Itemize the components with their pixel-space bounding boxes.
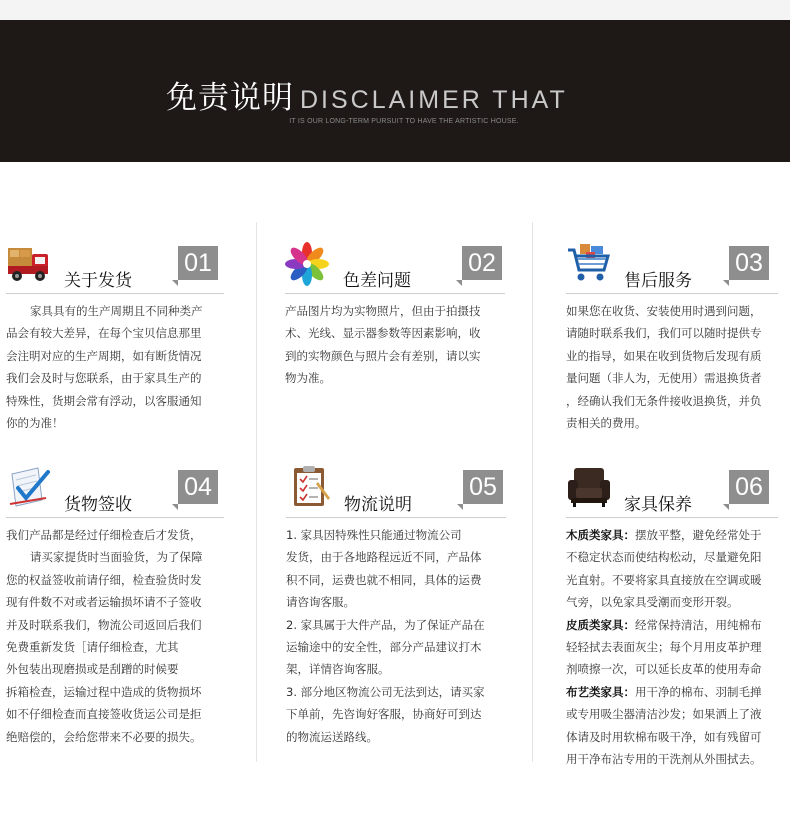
- card-number-badge: 01: [178, 246, 218, 280]
- banner-title-cn: 免责说明: [166, 80, 294, 116]
- card-body-line: 请买家提货时当面验货，为了保障: [30, 550, 203, 565]
- banner-subtitle: IT IS OUR LONG-TERM PURSUIT TO HAVE THE ARTISTIC HOUSE.: [289, 118, 519, 125]
- card-body-line: 拆箱检查，运输过程中造成的货物损坏: [6, 684, 202, 699]
- card-body: [285, 300, 481, 390]
- card-body-line: 轻轻拭去表面灰尘；每个月用皮革护理: [566, 640, 762, 655]
- card-body: [286, 524, 485, 748]
- card-heading: 色差问题: [343, 271, 411, 291]
- care-text: 经常保持清洁，用纯棉布: [635, 617, 762, 632]
- card-body-line: 家具具有的生产周期且不同种类产: [30, 304, 203, 318]
- card-body-line: 责相关的费用。: [566, 416, 647, 431]
- card-body-line: 外包装出现磨损或是刮蹭的时候要: [6, 662, 179, 677]
- card-body-line: 发货，由于各地路程远近不同，产品体: [286, 550, 482, 565]
- card-number-badge: 03: [729, 246, 769, 280]
- card-number-badge: 02: [462, 246, 502, 280]
- card-body-line: 请随时联系我们，我们可以随时提供专: [566, 326, 762, 341]
- card-body-line: 我们会及时与您联系，由于家具生产的: [6, 371, 202, 386]
- card-body-line: 产品图片均为实物照片，但由于拍摄技: [285, 304, 481, 318]
- card-body-line: 你的为准！: [6, 416, 64, 431]
- card-heading: 售后服务: [624, 271, 692, 291]
- care-text: 用干净的棉布、羽制毛掸: [635, 684, 762, 699]
- card-divider: [6, 293, 224, 294]
- card-divider: [6, 517, 224, 518]
- card-body-line: 积不同，运费也就不相同，具体的运费: [286, 572, 482, 587]
- card-body-line: 绝赔偿的，会给您带来不必要的损失。: [6, 729, 202, 744]
- checklist-icon: [6, 464, 52, 510]
- card-body-line: 气旁，以免家具受潮而变形开裂。: [566, 595, 739, 610]
- card-body-line: 运输途中的安全性，部分产品建议打木: [286, 640, 482, 655]
- card-divider: [286, 517, 506, 518]
- card-body-line: 架，详情咨询客服。: [286, 662, 390, 677]
- card-divider: [566, 517, 778, 518]
- armchair-icon: [566, 464, 612, 510]
- card-body-line: 2. 家具属于大件产品，为了保证产品在: [286, 617, 485, 632]
- card-body: [6, 300, 203, 434]
- care-category-label: 皮质类家具：: [566, 617, 635, 632]
- card-body-line: 您的权益签收前请仔细，检查验货时发: [6, 572, 202, 587]
- top-strip: [0, 0, 790, 20]
- clipboard-icon: [288, 464, 334, 510]
- card-body-line: 现有件数不对或者运输损坏请不子签收: [6, 595, 202, 610]
- card-number-badge: 05: [463, 470, 503, 504]
- card-body-line: 请咨询客服。: [286, 595, 355, 610]
- card-body-line: [566, 681, 762, 703]
- care-category-label: 布艺类家具：: [566, 684, 635, 699]
- banner-gap: [0, 162, 790, 222]
- card-body-line: 业的指导，如果在收到货物后发现有质: [566, 348, 762, 363]
- card-divider: [285, 293, 505, 294]
- card-body: [566, 300, 762, 434]
- card-body-line: [566, 614, 762, 636]
- card-body-line: 量问题（非人为，无使用）需退换货者: [566, 371, 762, 386]
- header-banner: [0, 20, 790, 162]
- card-heading: 货物签收: [64, 495, 132, 515]
- card-body-line: 下单前，先咨询好客服，协商好可到达: [286, 707, 482, 722]
- card-heading: 关于发货: [64, 271, 132, 291]
- card-body-line: 剂喷擦一次，可以延长皮革的使用寿命: [566, 662, 762, 677]
- card-body-line: 不稳定状态而使结构松动，尽量避免阳: [566, 550, 762, 565]
- card-body-line: 用干净布沾专用的干洗剂从外围拭去。: [566, 752, 762, 767]
- color-wheel-icon: [285, 240, 331, 286]
- banner-title-en: DISCLAIMER THAT: [300, 86, 568, 114]
- card-body-line: 免费重新发货［请仔细检查，尤其: [6, 640, 179, 655]
- card-heading: 家具保养: [624, 495, 692, 515]
- card-body-line: 我们产品都是经过仔细检查后才发货，: [6, 528, 202, 542]
- card-body-line: 会注明对应的生产周期，如有断货情况: [6, 348, 202, 363]
- card-body-line: 特殊性，货期会常有浮动，以客服通知: [6, 393, 202, 408]
- card-body-line: [566, 524, 762, 546]
- column-separator: [256, 222, 257, 762]
- card-body: [566, 524, 762, 770]
- card-body: [6, 524, 203, 748]
- card-body-line: 并及时联系我们，物流公司返回后我们: [6, 617, 202, 632]
- banner-title: [166, 72, 568, 117]
- shopping-cart-icon: [566, 240, 612, 286]
- delivery-truck-icon: [6, 240, 52, 286]
- card-body-line: 如不仔细检查而直接签收货运公司是拒: [6, 707, 202, 722]
- care-text: 摆放平整，避免经常处于: [635, 528, 762, 542]
- care-category-label: 木质类家具：: [566, 528, 635, 542]
- card-body-line: 1. 家具因特殊性只能通过物流公司: [286, 528, 462, 542]
- card-body-line: 物为准。: [285, 371, 331, 386]
- card-body-line: 体请及时用软棉布吸干净，如有残留可: [566, 729, 762, 744]
- card-body-line: 或专用吸尘器清洁沙发；如果洒上了液: [566, 707, 762, 722]
- card-body-line: 3. 部分地区物流公司无法到达，请买家: [286, 684, 485, 699]
- card-body-line: ，经确认我们无条件接收退换货，并负: [566, 393, 762, 408]
- card-heading: 物流说明: [344, 495, 412, 515]
- card-body-line: 光直射。不要将家具直接放在空调或暖: [566, 572, 762, 587]
- bottom-strip: [0, 815, 790, 835]
- card-divider: [566, 293, 778, 294]
- card-body-line: 如果您在收货、安装使用时遇到问题，: [566, 304, 762, 318]
- card-body-line: 品会有较大差异，在每个宝贝信息那里: [6, 326, 202, 341]
- column-separator: [532, 222, 533, 762]
- card-body-line: 的物流运送路线。: [286, 729, 378, 744]
- card-body-line: 术、光线、显示器参数等因素影响，收: [285, 326, 481, 341]
- card-number-badge: 06: [729, 470, 769, 504]
- card-body-line: 到的实物颜色与照片会有差别，请以实: [285, 348, 481, 363]
- card-number-badge: 04: [178, 470, 218, 504]
